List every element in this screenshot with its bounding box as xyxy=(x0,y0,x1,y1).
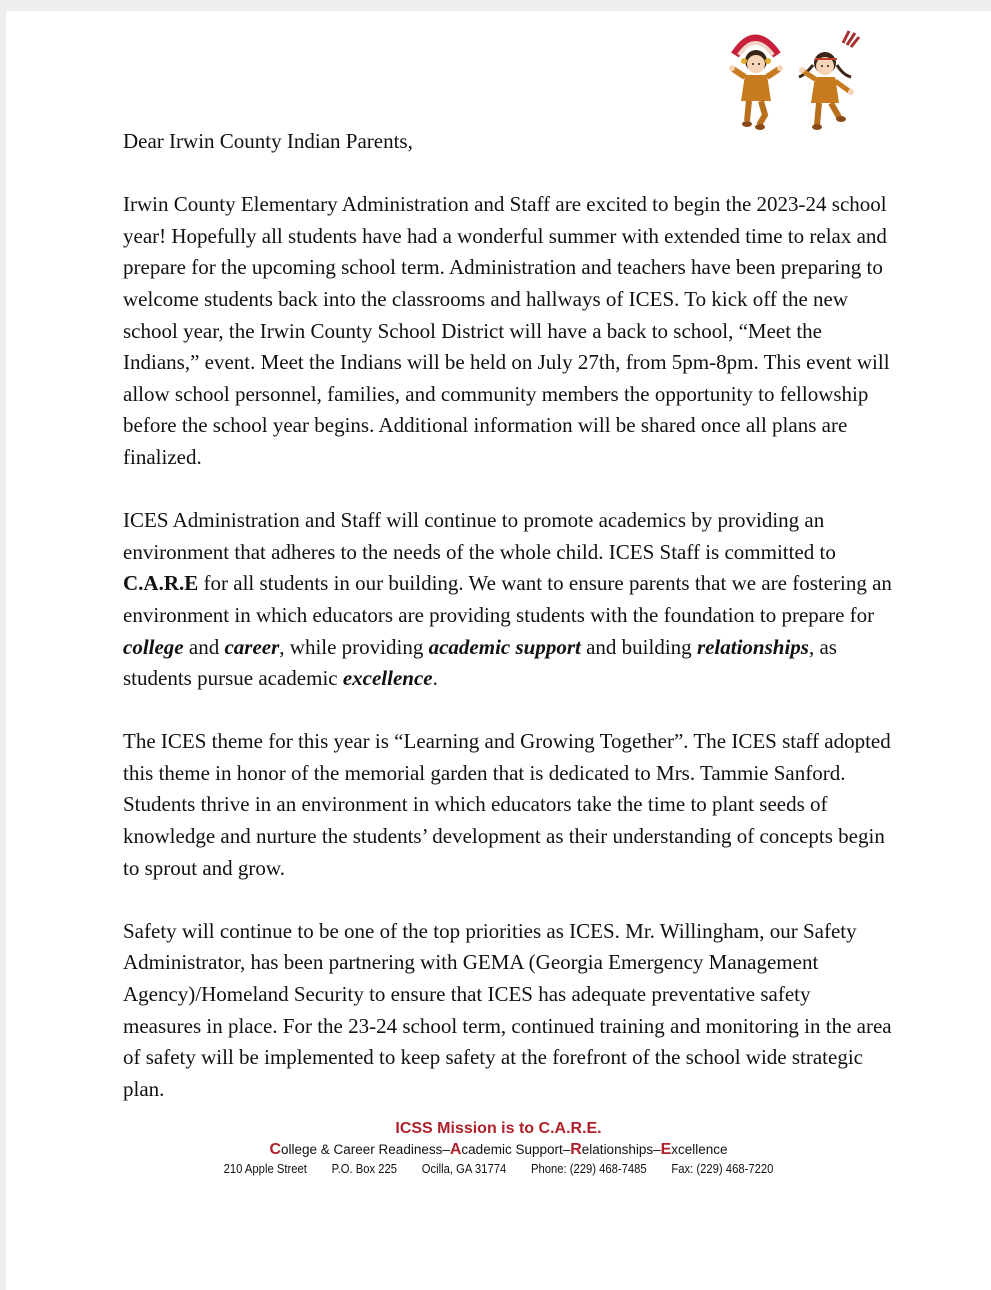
care-initial: R xyxy=(570,1141,582,1158)
city-state-zip: Ocilla, GA 31774 xyxy=(421,1162,507,1176)
care-initial: C xyxy=(269,1141,281,1158)
letter-page xyxy=(6,11,991,1290)
paragraph-academics xyxy=(123,505,893,695)
po-box: P.O. Box 225 xyxy=(331,1162,398,1176)
care-values-line xyxy=(6,1140,991,1160)
emphasis-relationships: relationships xyxy=(696,634,809,659)
care-text: ollege & Career Readiness– xyxy=(281,1142,450,1157)
native-american-children-clipart-icon xyxy=(725,25,865,135)
care-text: xcellence xyxy=(671,1142,728,1157)
emphasis-career: career xyxy=(224,634,280,659)
care-initial: A xyxy=(449,1141,462,1158)
paragraph-text: for all students in our building. We want to ensure parents that we are fostering an environment in which educators are providing students with the foundation to prepare for xyxy=(123,571,892,627)
care-acronym: C.A.R.E xyxy=(123,571,199,596)
phone-number: Phone: (229) 468-7485 xyxy=(530,1162,647,1176)
paragraph-text: . xyxy=(432,666,438,691)
paragraph-welcome: Irwin County Elementary Administration and Staff are excited to begin the 2023-24 school year! Hopefully all students have had a wonderful summer with extended time to relax and prepare for the upcoming school term. Administration and teachers have been preparing to welcome students back into the classrooms and hallways of ICES. To kick off the new school year, the Irwin County School District will have a back to school, “Meet the Indians,” event. Meet the Indians will be held on July 27th, from 5pm-8pm. This event will allow school personnel, families, and community members the opportunity to fellowship before the school year begins. Additional information will be shared once all plans are finalized. xyxy=(123,192,890,469)
paragraph-text: and building xyxy=(580,634,697,659)
emphasis-academic-support: academic support xyxy=(428,634,581,659)
emphasis-excellence: excellence xyxy=(342,666,433,691)
care-initial: E xyxy=(660,1141,672,1158)
emphasis-college: college xyxy=(123,634,184,659)
paragraph-text: , as students pursue academic xyxy=(123,634,837,691)
street-address: 210 Apple Street xyxy=(223,1162,307,1176)
salutation: Dear Irwin County Indian Parents, xyxy=(123,129,413,153)
contact-line xyxy=(55,1160,942,1178)
care-text: elationships– xyxy=(581,1142,661,1157)
mission-statement: ICSS Mission is to C.A.R.E. xyxy=(395,1120,602,1137)
fax-number: Fax: (229) 468-7220 xyxy=(671,1162,774,1176)
paragraph-theme: The ICES theme for this year is “Learning and Growing Together”. The ICES staff adopted this theme in honor of the memorial garden that is dedicated to Mrs. Tammie Sanford. Students thrive in an environment in which educators take the time to plant seeds of knowledge and nurture the students’ development as their understanding of concepts begin to sprout and grow. xyxy=(123,729,891,880)
letterhead-footer xyxy=(6,1116,991,1178)
letter-body xyxy=(123,126,893,1137)
paragraph-safety: Safety will continue to be one of the top priorities as ICES. Mr. Willingham, our Safety Administrator, has been partnering with GEMA (Georgia Emergency Management Agency)/Homeland Security to ensure that ICES has adequate preventative safety measures in place. For the 23-24 school term, continued training and monitoring in the area of safety will be implemented to keep safety at the forefront of the school wide strategic plan. xyxy=(123,918,892,1101)
paragraph-text: ICES Administration and Staff will continue to promote academics by providing an environment that adheres to the needs of the whole child. ICES Staff is committed to xyxy=(123,508,836,564)
paragraph-text: , while providing xyxy=(279,634,429,659)
paragraph-text: and xyxy=(183,634,225,659)
care-text: cademic Support– xyxy=(461,1142,571,1157)
